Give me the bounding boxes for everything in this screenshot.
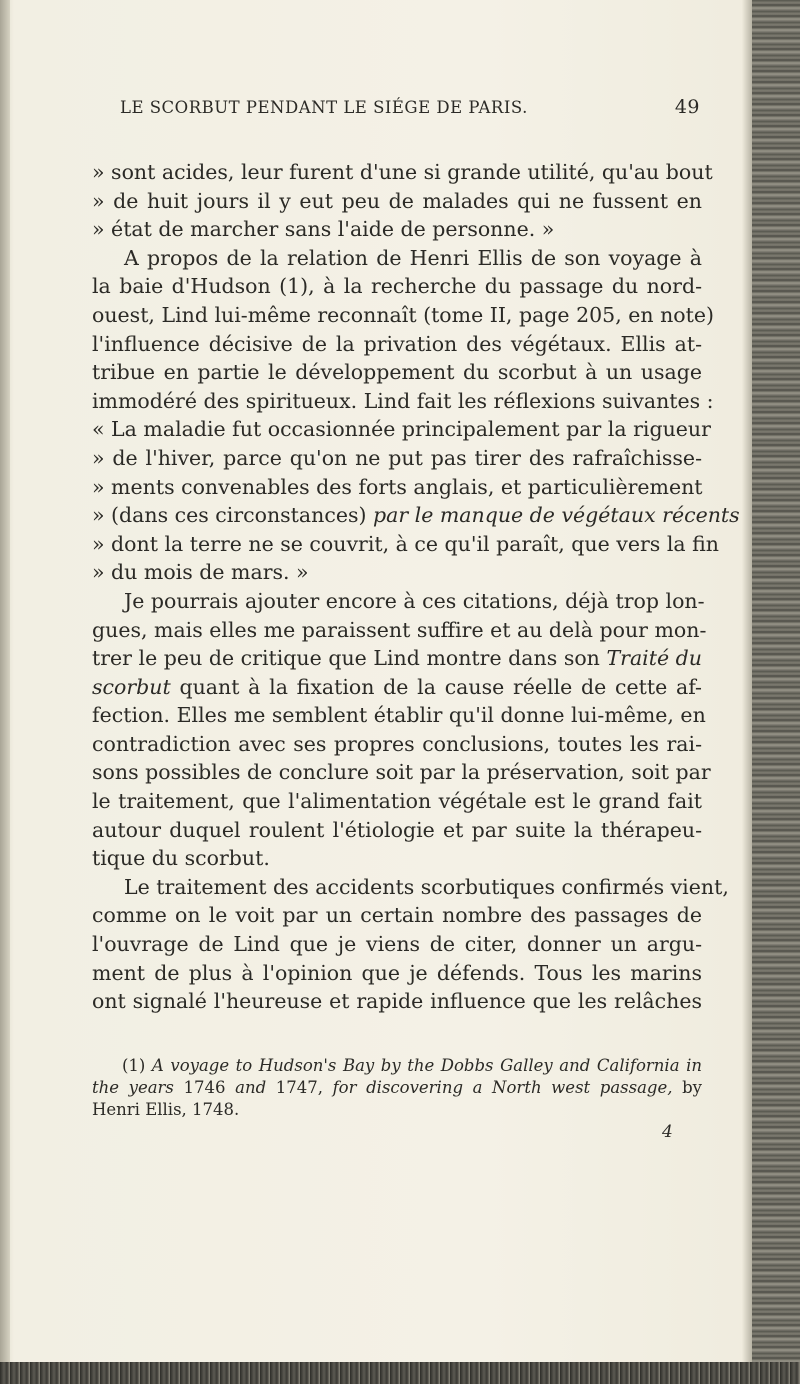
signature-mark: 4 bbox=[662, 1122, 673, 1142]
main-text bbox=[78, 158, 740, 1016]
text-line: le traitement, que l'alimentation végétale est le grand fait bbox=[92, 789, 702, 814]
text-line: gues, mais elles me paraissent suffire et au delà pour mon- bbox=[92, 617, 707, 642]
text-line: tique du scorbut. bbox=[92, 846, 270, 871]
text-line: » (dans ces circonstances) par le manque de végétaux récents bbox=[92, 503, 740, 528]
running-header bbox=[120, 98, 700, 128]
text-line: l'ouvrage de Lind que je viens de citer, donner un argu- bbox=[92, 932, 702, 957]
text-line: scorbut quant à la fixation de la cause réelle de cette af- bbox=[92, 674, 702, 699]
page-left-edge bbox=[0, 0, 10, 1384]
text-line: « La maladie fut occasionnée principalement par la rigueur bbox=[92, 417, 711, 442]
text-line: l'influence décisive de la privation des végétaux. Ellis at- bbox=[92, 331, 702, 356]
book-bottom-edge bbox=[0, 1362, 800, 1384]
text-line: ment de plus à l'opinion que je défends. Tous les marins bbox=[92, 960, 702, 985]
text-line: sons possibles de conclure soit par la préservation, soit par bbox=[92, 760, 711, 785]
page-right-shadow bbox=[742, 0, 752, 1384]
text-line: fection. Elles me semblent établir qu'il donne lui-même, en bbox=[92, 703, 706, 728]
text-line: contradiction avec ses propres conclusions, toutes les rai- bbox=[92, 731, 702, 756]
footnote bbox=[92, 1055, 702, 1121]
text-line: » dont la terre ne se couvrit, à ce qu'il paraît, que vers la fin bbox=[92, 531, 719, 556]
text-line: » du mois de mars. » bbox=[92, 560, 309, 585]
text-line: Je pourrais ajouter encore à ces citations, déjà trop lon- bbox=[124, 588, 705, 613]
book-fore-edge bbox=[752, 0, 800, 1384]
text-line: comme on le voit par un certain nombre des passages de bbox=[92, 903, 702, 928]
text-line: » état de marcher sans l'aide de personne. » bbox=[92, 217, 555, 242]
running-title: LE SCORBUT PENDANT LE SIÉGE DE PARIS. bbox=[120, 98, 528, 117]
text-line: » sont acides, leur furent d'une si grande utilité, qu'au bout bbox=[92, 160, 713, 184]
text-line: trer le peu de critique que Lind montre dans son Traité du bbox=[92, 646, 702, 671]
footnote-line: Henri Ellis, 1748. bbox=[92, 1100, 240, 1119]
text-line: » de huit jours il y eut peu de malades qui ne fussent en bbox=[92, 188, 702, 213]
footnote-line: the years 1746 and 1747, for discovering a North west passage, by bbox=[92, 1078, 702, 1097]
text-line: immodéré des spiritueux. Lind fait les réflexions suivantes : bbox=[92, 388, 714, 413]
text-line: ouest, Lind lui-même reconnaît (tome II, page 205, en note) bbox=[92, 302, 715, 327]
text-line: Le traitement des accidents scorbutiques confirmés vient, bbox=[124, 874, 729, 899]
text-line: ont signalé l'heureuse et rapide influence que les relâches bbox=[92, 989, 702, 1014]
text-line: autour duquel roulent l'étiologie et par suite la thérapeu- bbox=[92, 817, 702, 842]
footnote-line: (1) A voyage to Hudson's Bay by the Dobbs Galley and California in bbox=[122, 1056, 702, 1075]
page-number: 49 bbox=[674, 96, 700, 118]
text-line: la baie d'Hudson (1), à la recherche du passage du nord- bbox=[92, 274, 702, 299]
text-line: tribue en partie le développement du scorbut à un usage bbox=[92, 360, 702, 385]
text-line: » ments convenables des forts anglais, et particulièrement bbox=[92, 474, 703, 499]
text-line: A propos de la relation de Henri Ellis de son voyage à bbox=[124, 245, 702, 270]
text-line: » de l'hiver, parce qu'on ne put pas tirer des rafraîchisse- bbox=[92, 445, 702, 470]
